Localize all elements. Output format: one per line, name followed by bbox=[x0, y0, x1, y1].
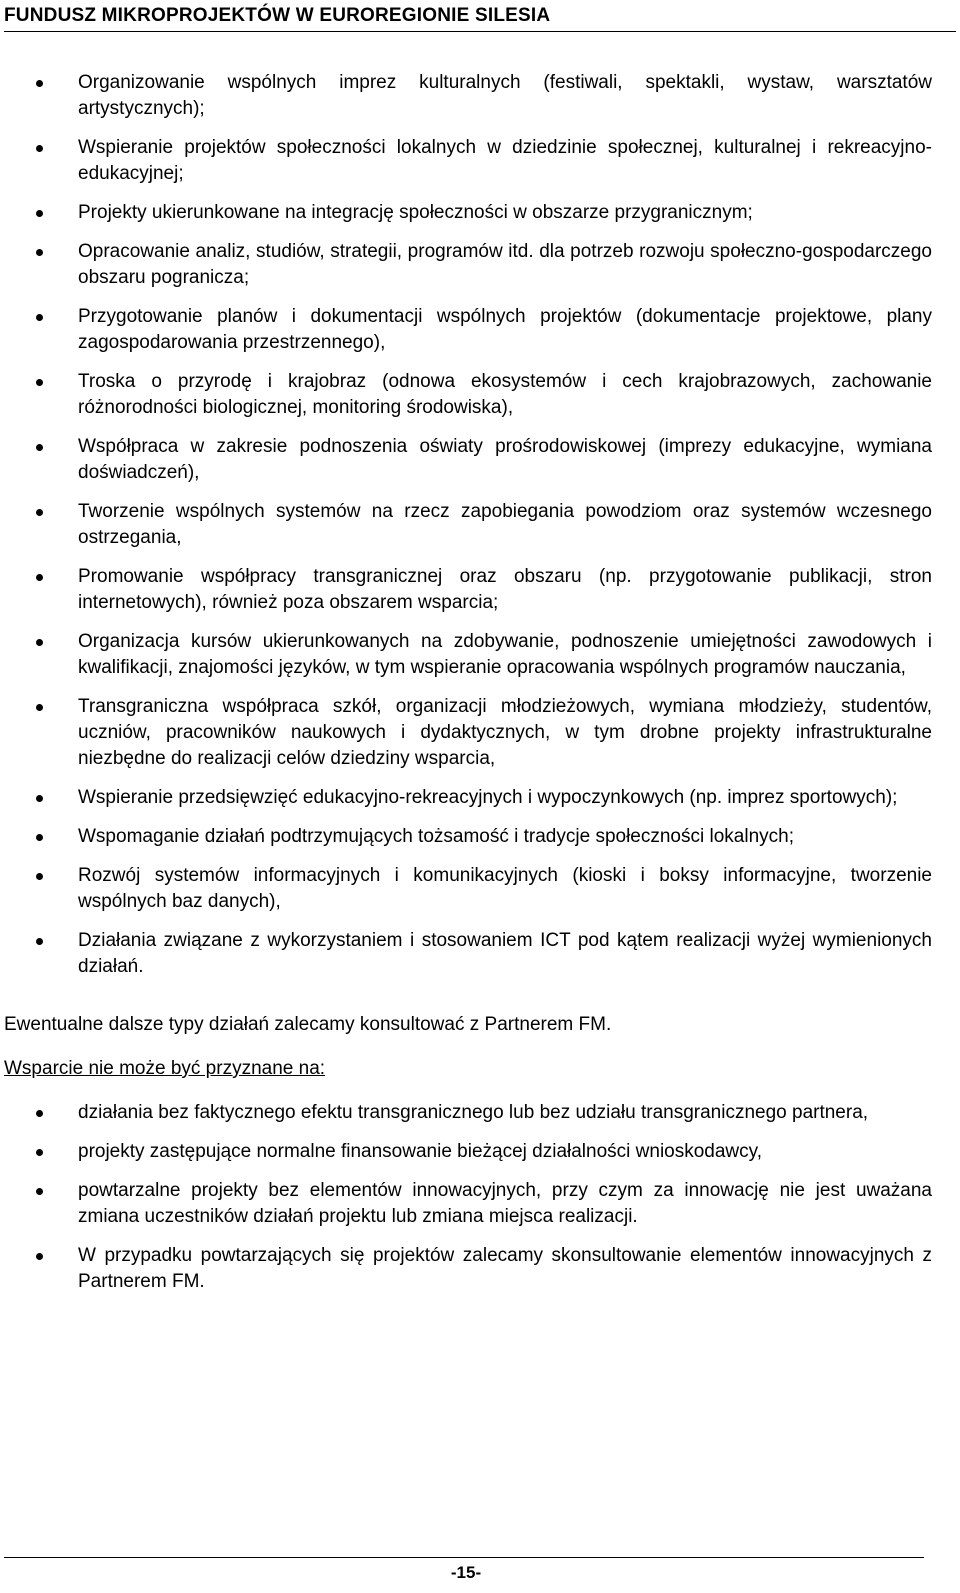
bullet-icon bbox=[36, 379, 43, 386]
consult-note: Ewentualne dalsze typy działań zalecamy konsultować z Partnerem FM. bbox=[4, 1014, 612, 1035]
bullet-icon bbox=[36, 1188, 43, 1195]
list-item: Troska o przyrodę i krajobraz (odnowa ekosystemów i cech krajobrazowych, zachowanie różnorodności biologicznej, monitoring środowiska), bbox=[0, 369, 932, 421]
bullet-icon bbox=[36, 795, 43, 802]
list-item: Rozwój systemów informacyjnych i komunikacyjnych (kioski i boksy informacyjne, tworzenie wspólnych baz danych), bbox=[0, 863, 932, 915]
bullet-icon bbox=[36, 1110, 43, 1117]
list-item: Projekty ukierunkowane na integrację społeczności w obszarze przygranicznym; bbox=[0, 200, 932, 226]
bullet-icon bbox=[36, 80, 43, 87]
list-item: Transgraniczna współpraca szkół, organizacji młodzieżowych, wymiana młodzieży, studentów, uczniów, pracowników naukowych i dydaktycznych, w tym drobne projekty infrastrukturalne niezbędne do realizacji celów dziedziny wsparcia, bbox=[0, 694, 932, 772]
header-title: FUNDUSZ MIKROPROJEKTÓW W EUROREGIONIE SILESIA bbox=[4, 5, 551, 26]
bullet-icon bbox=[36, 834, 43, 841]
list-item: Wspomaganie działań podtrzymujących tożsamość i tradycje społeczności lokalnych; bbox=[0, 824, 932, 850]
bullet-icon bbox=[36, 145, 43, 152]
list-item: Tworzenie wspólnych systemów na rzecz zapobiegania powodziom oraz systemów wczesnego ostrzegania, bbox=[0, 499, 932, 551]
bullet-icon bbox=[36, 574, 43, 581]
page-number: -15- bbox=[450, 1563, 482, 1582]
list-item: Współpraca w zakresie podnoszenia oświaty prośrodowiskowej (imprezy edukacyjne, wymiana doświadczeń), bbox=[0, 434, 932, 486]
exclusions-heading: Wsparcie nie może być przyznane na: bbox=[4, 1058, 326, 1079]
list-item: Organizowanie wspólnych imprez kulturalnych (festiwali, spektakli, wystaw, warsztatów artystycznych); bbox=[0, 70, 932, 122]
list-item: projekty zastępujące normalne finansowanie bieżącej działalności wnioskodawcy, bbox=[0, 1139, 932, 1165]
list-item: Promowanie współpracy transgranicznej oraz obszaru (np. przygotowanie publikacji, stron internetowych), również poza obszarem wsparcia; bbox=[0, 564, 932, 616]
bullet-icon bbox=[36, 210, 43, 217]
list-item: W przypadku powtarzających się projektów zalecamy skonsultowanie elementów innowacyjnych z Partnerem FM. bbox=[0, 1243, 932, 1295]
page-header bbox=[4, 4, 956, 32]
bullet-icon bbox=[36, 639, 43, 646]
list-item: Wspieranie przedsięwzięć edukacyjno-rekreacyjnych i wypoczynkowych (np. imprez sportowych); bbox=[0, 785, 932, 811]
list-item: Przygotowanie planów i dokumentacji wspólnych projektów (dokumentacje projektowe, plany zagospodarowania przestrzennego), bbox=[0, 304, 932, 356]
page-content bbox=[0, 70, 960, 1308]
footer-divider bbox=[4, 1557, 924, 1558]
list-item: Organizacja kursów ukierunkowanych na zdobywanie, podnoszenie umiejętności zawodowych i kwalifikacji, znajomości języków, w tym wspieranie opracowania wspólnych programów nauczania, bbox=[0, 629, 932, 681]
list-item: powtarzalne projekty bez elementów innowacyjnych, przy czym za innowację nie jest uważana zmiana uczestników działań projektu lub zmiana miejsca realizacji. bbox=[0, 1178, 932, 1230]
bullet-icon bbox=[36, 873, 43, 880]
list-item: Działania związane z wykorzystaniem i stosowaniem ICT pod kątem realizacji wyżej wymienionych działań. bbox=[0, 928, 932, 980]
bullet-icon bbox=[36, 314, 43, 321]
bullet-icon bbox=[36, 704, 43, 711]
bullet-icon bbox=[36, 509, 43, 516]
list-item: Wspieranie projektów społeczności lokalnych w dziedzinie społecznej, kulturalnej i rekreacyjno-edukacyjnej; bbox=[0, 135, 932, 187]
bullet-icon bbox=[36, 1253, 43, 1260]
bullet-icon bbox=[36, 938, 43, 945]
bullet-icon bbox=[36, 1149, 43, 1156]
bullet-icon bbox=[36, 444, 43, 451]
exclusions-list bbox=[0, 1100, 960, 1295]
list-item: Opracowanie analiz, studiów, strategii, programów itd. dla potrzeb rozwoju społeczno-gospodarczego obszaru pogranicza; bbox=[0, 239, 932, 291]
bullet-icon bbox=[36, 249, 43, 256]
supported-activities-list bbox=[0, 70, 960, 980]
list-item: działania bez faktycznego efektu transgranicznego lub bez udziału transgranicznego partnera, bbox=[0, 1100, 932, 1126]
